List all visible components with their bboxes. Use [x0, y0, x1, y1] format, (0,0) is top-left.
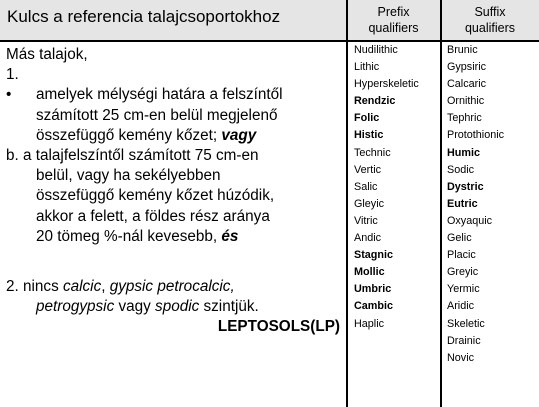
prefix-qualifier-item: Nudilithic	[354, 44, 398, 56]
prefix-qualifier-item: Hyperskeletic	[354, 78, 419, 91]
criterion-b-text5: 20 tömeg %-nál kevesebb,	[36, 227, 222, 245]
criterion-2-end: szintjük.	[199, 298, 259, 316]
result-soil-group: LEPTOSOLS(LP)	[217, 318, 340, 336]
suffix-qualifier-item: Oxyaquic	[447, 214, 493, 227]
col-divider-2	[440, 0, 442, 407]
suffix-heading-line2: qualifiers	[464, 21, 516, 35]
suffix-qualifier-item: Aridic	[447, 300, 474, 313]
prefix-heading	[347, 4, 440, 36]
suffix-qualifier-item: Skeletic	[447, 317, 485, 330]
suffix-qualifier-item: Protothionic	[447, 129, 505, 142]
col-divider-1	[346, 0, 348, 407]
table-title: Kulcs a referencia talajcsoportokhoz	[7, 7, 281, 26]
spacer	[6, 247, 344, 277]
prefix-qualifier-item: Umbric	[354, 283, 392, 296]
criterion-b-conjunction: és	[221, 227, 239, 245]
criterion-2-prefix: 2. nincs	[6, 278, 63, 296]
suffix-qualifier-item: Brunic	[447, 44, 478, 56]
criterion-2-line2	[6, 297, 344, 317]
suffix-qualifier-item: Gypsiric	[447, 61, 486, 74]
prefix-heading-line1: Prefix	[377, 5, 410, 19]
number-1: 1.	[6, 66, 19, 84]
prefix-qualifier-item: Technic	[354, 146, 391, 159]
key-criteria	[6, 45, 344, 338]
suffix-qualifier-item: Dystric	[447, 180, 484, 193]
prefix-qualifier-item: Folic	[354, 112, 380, 125]
suffix-qualifier-item: Yermic	[447, 283, 480, 296]
prefix-qualifier-item: Histic	[354, 129, 384, 142]
prefix-qualifier-item: Lithic	[354, 61, 380, 74]
suffix-qualifier-item: Greyic	[447, 266, 479, 279]
prefix-qualifier-item: Haplic	[354, 317, 385, 330]
prefix-qualifier-item: Stagnic	[354, 249, 393, 262]
suffix-qualifier-item: Placic	[447, 249, 476, 262]
criterion-b-line1: b. a talajfelszíntől számított 75 cm-en	[6, 147, 259, 165]
suffix-qualifier-item: Gelic	[447, 232, 472, 245]
criterion-2-vagy: vagy	[114, 298, 156, 316]
suffix-heading	[441, 4, 539, 36]
criterion-a-conjunction: vagy	[221, 126, 257, 144]
prefix-qualifier-item: Mollic	[354, 266, 385, 279]
criterion-a-text1: amelyek mélységi határa a felszíntől	[36, 86, 283, 104]
criterion-b-line2: belül, vagy ha sekélyebben	[36, 167, 221, 185]
horizon-spodic: spodic	[155, 298, 200, 316]
criterion-2-sep: ,	[101, 278, 110, 296]
suffix-qualifier-list	[447, 42, 504, 367]
prefix-qualifier-item: Andic	[354, 232, 382, 245]
suffix-qualifier-item: Tephric	[447, 112, 482, 125]
suffix-qualifier-item: Calcaric	[447, 78, 486, 91]
prefix-qualifier-item: Cambic	[354, 300, 394, 313]
prefix-qualifier-item: Vitric	[354, 214, 378, 227]
criterion-2-line1	[6, 277, 344, 297]
horizon-gypsic: gypsic petrocalcic,	[109, 278, 235, 296]
bullet-marker: •	[6, 86, 12, 104]
suffix-qualifier-item: Sodic	[447, 163, 475, 176]
prefix-qualifier-item: Vertic	[354, 163, 382, 176]
prefix-heading-line2: qualifiers	[368, 21, 419, 35]
intro-line: Más talajok,	[6, 46, 88, 63]
suffix-qualifier-item: Drainic	[447, 334, 481, 347]
criterion-a-text3: összefüggő kemény kőzet;	[36, 126, 222, 144]
suffix-qualifier-item: Humic	[447, 146, 480, 159]
criterion-b-line5	[6, 227, 344, 247]
suffix-qualifier-item: Ornithic	[447, 95, 485, 108]
criterion-b-line3: összefüggő kemény kőzet húzódik,	[36, 187, 275, 205]
suffix-qualifier-item: Novic	[447, 351, 474, 364]
prefix-qualifier-item: Salic	[354, 180, 378, 193]
prefix-qualifier-item: Rendzic	[354, 95, 396, 108]
horizon-petrogypsic: petrogypsic	[36, 298, 115, 316]
prefix-qualifier-list	[354, 42, 419, 333]
suffix-heading-line1: Suffix	[474, 5, 506, 19]
criterion-a-line2: számított 25 cm-en belül megjelenő	[36, 106, 278, 124]
prefix-qualifier-item: Gleyic	[354, 197, 384, 210]
horizon-calcic: calcic	[62, 278, 102, 296]
criterion-a-line3	[6, 126, 344, 146]
criterion-b-line4: akkor a felett, a földes rész aránya	[36, 207, 270, 225]
suffix-qualifier-item: Eutric	[447, 197, 478, 210]
criterion-a-line1	[6, 85, 344, 105]
